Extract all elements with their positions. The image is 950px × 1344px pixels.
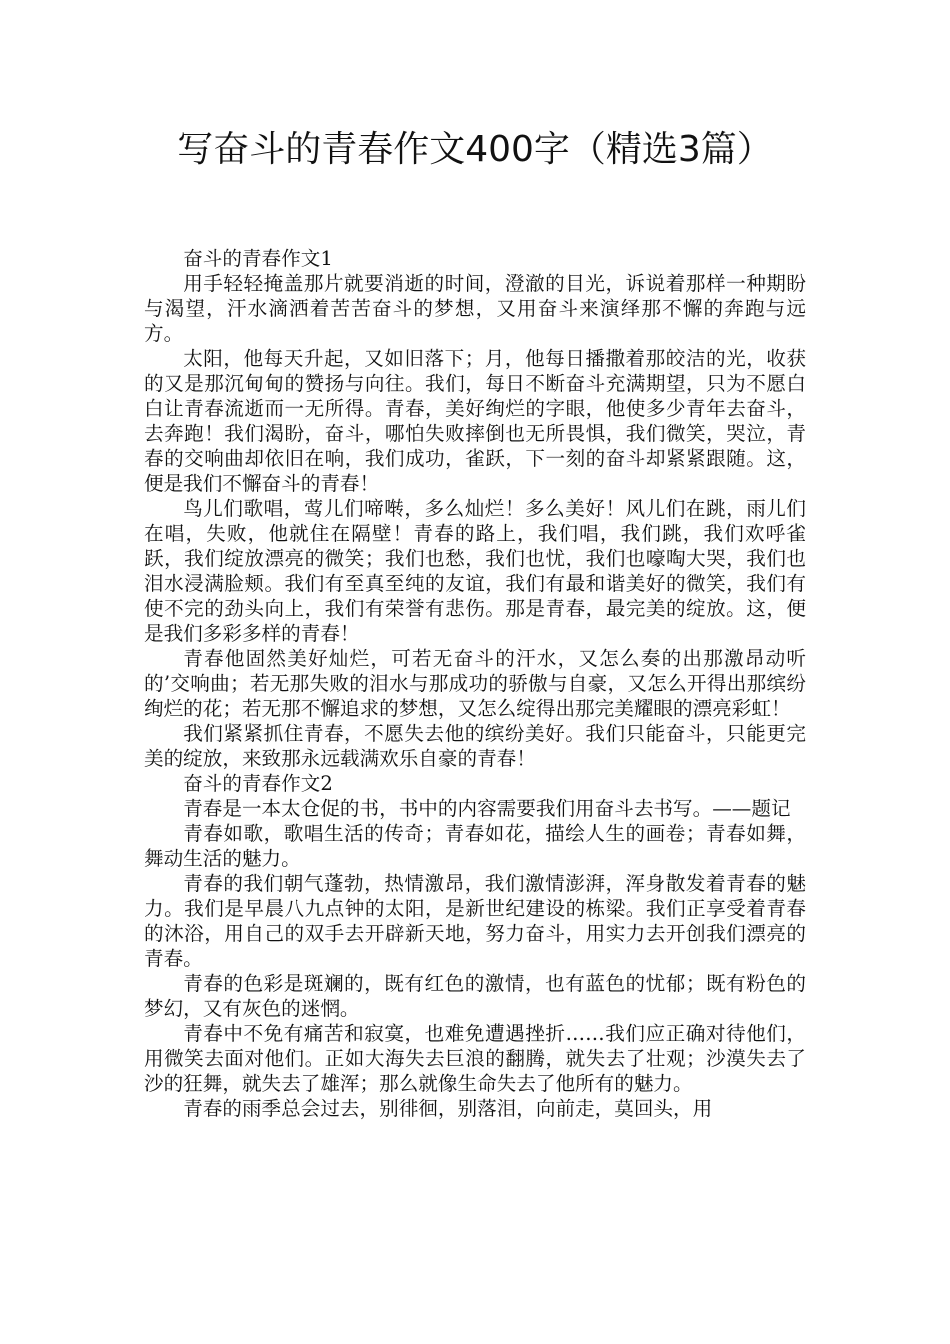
paragraph: 青春他固然美好灿烂，可若无奋斗的汗水，又怎么奏的出那激昂动听的’交响曲；若无那失败的泪水与那成功的骄傲与自豪，又怎么开得出那缤纷绚烂的花；若无那不懈追求的梦想，又怎么绽得出那完美耀眼的漂亮彩虹！ bbox=[144, 647, 806, 720]
paragraph: 青春的我们朝气蓬勃，热情激昂，我们激情澎湃，浑身散发着青春的魅力。我们是早晨八九点钟的太阳，是新世纪建设的栋梁。我们正享受着青春的沐浴，用自己的双手去开辟新天地，努力奋斗，用实力去开创我们漂亮的青春。 bbox=[144, 872, 806, 970]
paragraph: 青春是一本太仓促的书，书中的内容需要我们用奋斗去书写。——题记 bbox=[183, 797, 791, 820]
paragraph: 太阳，他每天升起，又如旧落下；月，他每日播撒着那皎洁的光，收获的又是那沉甸甸的赞扬与向往。我们，每日不断奋斗充满期望，只为不愿白白让青春流逝而一无所得。青春，美好绚烂的字眼，他使多少青年去奋斗，去奔跑！我们渴盼，奋斗，哪怕失败摔倒也无所畏惧，我们微笑，哭泣，青春的交响曲却依旧在响，我们成功，雀跃，下一刻的奋斗却紧紧跟随。这，便是我们不懈奋斗的青春！ bbox=[144, 347, 806, 495]
paragraph: 青春的雨季总会过去，别徘徊，别落泪，向前走，莫回头，用 bbox=[183, 1097, 713, 1120]
document-title: 写奋斗的青春作文400字（精选3篇） bbox=[177, 129, 773, 170]
paragraph: 青春中不免有痛苦和寂寞，也难免遭遇挫折……我们应正确对待他们，用微笑去面对他们。正如大海失去巨浪的翻腾，就失去了壮观；沙漠失去了沙的狂舞，就失去了雄浑；那么就像生命失去了他所有的魅力。 bbox=[144, 1022, 806, 1095]
paragraph: 用手轻轻掩盖那片就要消逝的时间，澄澈的目光，诉说着那样一种期盼与渴望，汗水滴洒着苦苦奋斗的梦想，又用奋斗来演绎那不懈的奔跑与远方。 bbox=[144, 272, 806, 345]
section-heading-2: 奋斗的青春作文2 bbox=[183, 772, 333, 795]
paragraph: 青春如歌，歌唱生活的传奇；青春如花，描绘人生的画卷；青春如舞，舞动生活的魅力。 bbox=[144, 822, 806, 870]
paragraph: 我们紧紧抓住青春，不愿失去他的缤纷美好。我们只能奋斗，只能更完美的绽放，来致那永远载满欢乐自豪的青春！ bbox=[144, 722, 806, 770]
paragraph: 青春的色彩是斑斓的，既有红色的激情，也有蓝色的忧郁；既有粉色的梦幻，又有灰色的迷惘。 bbox=[144, 972, 806, 1020]
paragraph: 鸟儿们歌唱，莺儿们啼啭，多么灿烂！多么美好！风儿们在跳，雨儿们在唱，失败，他就住在隔壁！青春的路上，我们唱，我们跳，我们欢呼雀跃，我们绽放漂亮的微笑；我们也愁，我们也忧，我们也嚎啕大哭，我们也泪水浸满脸颊。我们有至真至纯的友谊，我们有最和谐美好的微笑，我们有使不完的劲头向上，我们有荣誉有悲伤。那是青春，最完美的绽放。这，便是我们多彩多样的青春！ bbox=[144, 497, 806, 645]
document-body bbox=[144, 246, 806, 1121]
section-heading-1: 奋斗的青春作文1 bbox=[183, 247, 333, 270]
